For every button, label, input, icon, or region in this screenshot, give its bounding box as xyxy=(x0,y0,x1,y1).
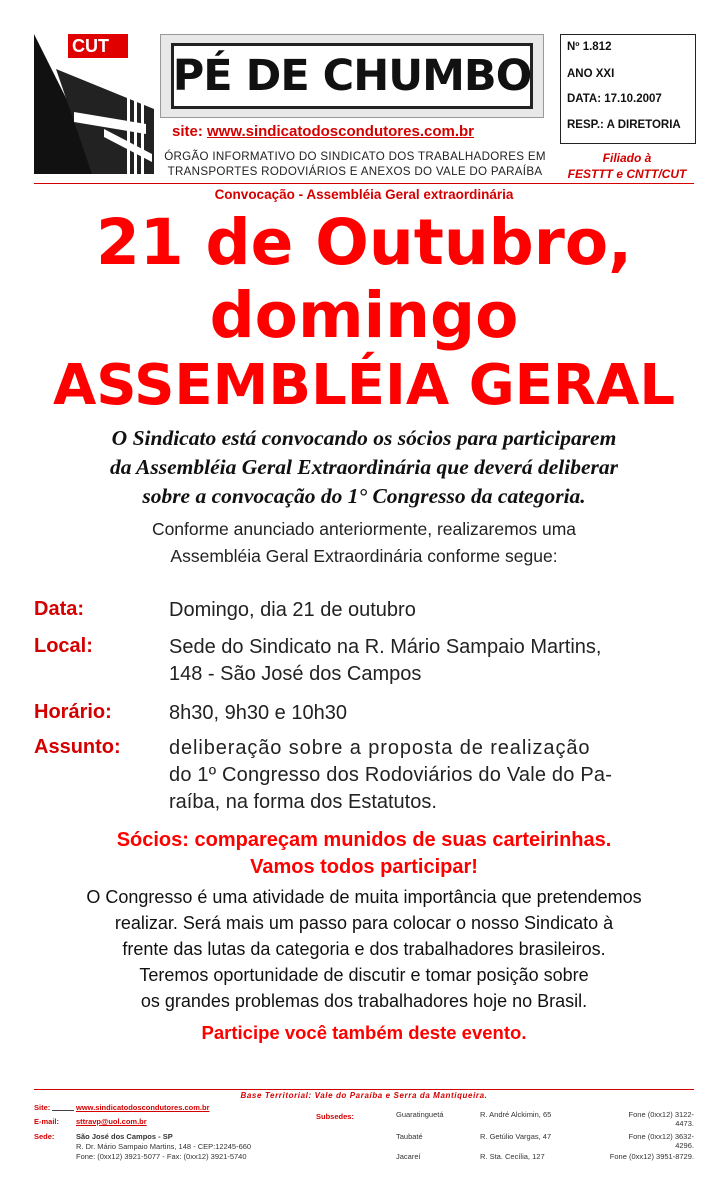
affiliation xyxy=(560,150,694,182)
footer-sede-label: Sede: xyxy=(34,1132,55,1141)
local-label: Local: xyxy=(34,635,93,657)
issue-responsible: RESP.: A DIRETORIA xyxy=(567,119,681,131)
subsede-address: R. Getúlio Vargas, 47 xyxy=(480,1132,552,1141)
newspaper-title-box xyxy=(160,34,544,118)
top-divider xyxy=(34,183,694,184)
org-description xyxy=(155,149,555,179)
participe-callout: Participe você também deste evento. xyxy=(201,1022,527,1043)
assunto-line-1: deliberação sobre a proposta de realização xyxy=(169,737,591,759)
intro-line-2: da Assembléia Geral Extraordinária que deverá deliberar xyxy=(109,455,619,479)
footer-sede-address: R. Dr. Mário Sampaio Martins, 148 - CEP:12245-660 xyxy=(76,1142,252,1151)
headline-day: domingo xyxy=(209,279,519,352)
horario-value-text: 8h30, 9h30 e 10h30 xyxy=(169,702,347,724)
congresso-line-1: O Congresso é uma atividade de muita importância que pretendemos xyxy=(86,887,642,907)
assunto-line-2: do 1º Congresso dos Rodoviários do Vale do Pa- xyxy=(169,764,613,786)
conforme-line-2: Assembléia Geral Extraordinária conforme segue: xyxy=(170,546,558,566)
headline-date: 21 de Outubro, xyxy=(95,206,633,279)
local-line-1: Sede do Sindicato na R. Mário Sampaio Martins, xyxy=(169,636,602,658)
footer-site-link[interactable]: www.sindicatodoscondutores.com.br xyxy=(76,1103,210,1112)
subsede-city: Taubaté xyxy=(396,1132,423,1141)
congresso-paragraph xyxy=(0,884,728,1014)
base-territorial: Base Territorial: Vale do Paraíba e Serra da Mantiqueira. xyxy=(240,1091,488,1100)
footer-email-label: E-mail: xyxy=(34,1117,60,1126)
subsede-phone-cont: 4473. xyxy=(675,1119,694,1128)
subsede-phone-cont: 4296. xyxy=(675,1141,694,1150)
congresso-line-3: frente das lutas da categoria e dos trabalhadores brasileiros. xyxy=(122,939,606,959)
congresso-line-4: Teremos oportunidade de discutir e tomar posição sobre xyxy=(139,965,589,985)
org-line-1: ÓRGÃO INFORMATIVO DO SINDICATO DOS TRABALHADORES EM xyxy=(164,150,546,163)
cut-logo-text: CUT xyxy=(72,36,109,56)
local-value xyxy=(169,634,695,688)
footer-sede-phone: Fone: (0xx12) 3921-5077 - Fax: (0xx12) 3921-5740 xyxy=(76,1152,247,1161)
convocation-line-2: Vamos todos participar! xyxy=(250,856,478,878)
subsede-phone: Fone (0xx12) 3951-8729. xyxy=(609,1152,694,1161)
footer-email-link[interactable]: sttravp@uol.com.br xyxy=(76,1117,147,1126)
subsede-address: R. André Alckimin, 65 xyxy=(480,1110,552,1119)
data-label: Data: xyxy=(34,598,85,620)
assunto-line-3: raíba, na forma dos Estatutos. xyxy=(169,791,437,813)
subsede-phone: Fone (0xx12) 3632- xyxy=(628,1132,694,1141)
assunto-value xyxy=(169,735,695,816)
issue-year: ANO XXI xyxy=(567,68,615,80)
site-url-link[interactable]: www.sindicatodoscondutores.com.br xyxy=(207,123,474,140)
subsede-address: R. Sta. Cecília, 127 xyxy=(480,1152,545,1161)
local-line-2: 148 - São José dos Campos xyxy=(169,663,422,685)
issue-number: Nº 1.812 xyxy=(567,41,612,53)
cut-logo xyxy=(34,34,154,174)
convocation-line-1: Sócios: compareçam munidos de suas carteirinhas. xyxy=(116,829,612,851)
affiliation-line-1: Filiado à xyxy=(602,151,652,165)
headline-title: ASSEMBLÉIA GERAL xyxy=(52,353,676,418)
footer-sede-city: São José dos Campos - SP xyxy=(76,1132,173,1141)
horario-label: Horário: xyxy=(34,701,112,723)
congresso-line-5: os grandes problemas dos trabalhadores hoje no Brasil. xyxy=(140,991,588,1011)
conforme-line-1: Conforme anunciado anteriormente, realizaremos uma xyxy=(151,519,577,539)
intro-paragraph xyxy=(0,424,728,511)
site-label: site: xyxy=(172,123,203,140)
assunto-label: Assunto: xyxy=(34,736,121,758)
conforme-paragraph xyxy=(0,516,728,570)
horario-value xyxy=(169,700,695,727)
footer-subsedes-label: Subsedes: xyxy=(316,1112,354,1121)
footer-site-rule xyxy=(52,1110,74,1111)
affiliation-line-2: FESTTT e CNTT/CUT xyxy=(567,167,687,181)
site-line xyxy=(172,123,474,140)
subsede-city: Guaratinguetá xyxy=(396,1110,444,1119)
convocation-callout xyxy=(0,827,728,881)
issue-info-box xyxy=(560,34,696,144)
issue-date: DATA: 17.10.2007 xyxy=(567,93,662,105)
newspaper-title: PÉ DE CHUMBO xyxy=(171,43,533,109)
subsede-city: Jacareí xyxy=(396,1152,421,1161)
data-value-text: Domingo, dia 21 de outubro xyxy=(169,599,416,621)
org-line-2: TRANSPORTES RODOVIÁRIOS E ANEXOS DO VALE DO PARAÍBA xyxy=(167,165,543,178)
footer-site-label: Site: xyxy=(34,1103,51,1112)
subsede-phone: Fone (0xx12) 3122- xyxy=(628,1110,694,1119)
footer-divider xyxy=(34,1089,694,1090)
data-value xyxy=(169,597,695,624)
subhead: Convocação - Assembléia Geral extraordinária xyxy=(214,187,514,202)
intro-line-3: sobre a convocação do 1° Congresso da categoria. xyxy=(142,484,586,508)
congresso-line-2: realizar. Será mais um passo para colocar o nosso Sindicato à xyxy=(114,913,614,933)
intro-line-1: O Sindicato está convocando os sócios para participarem xyxy=(111,426,617,450)
